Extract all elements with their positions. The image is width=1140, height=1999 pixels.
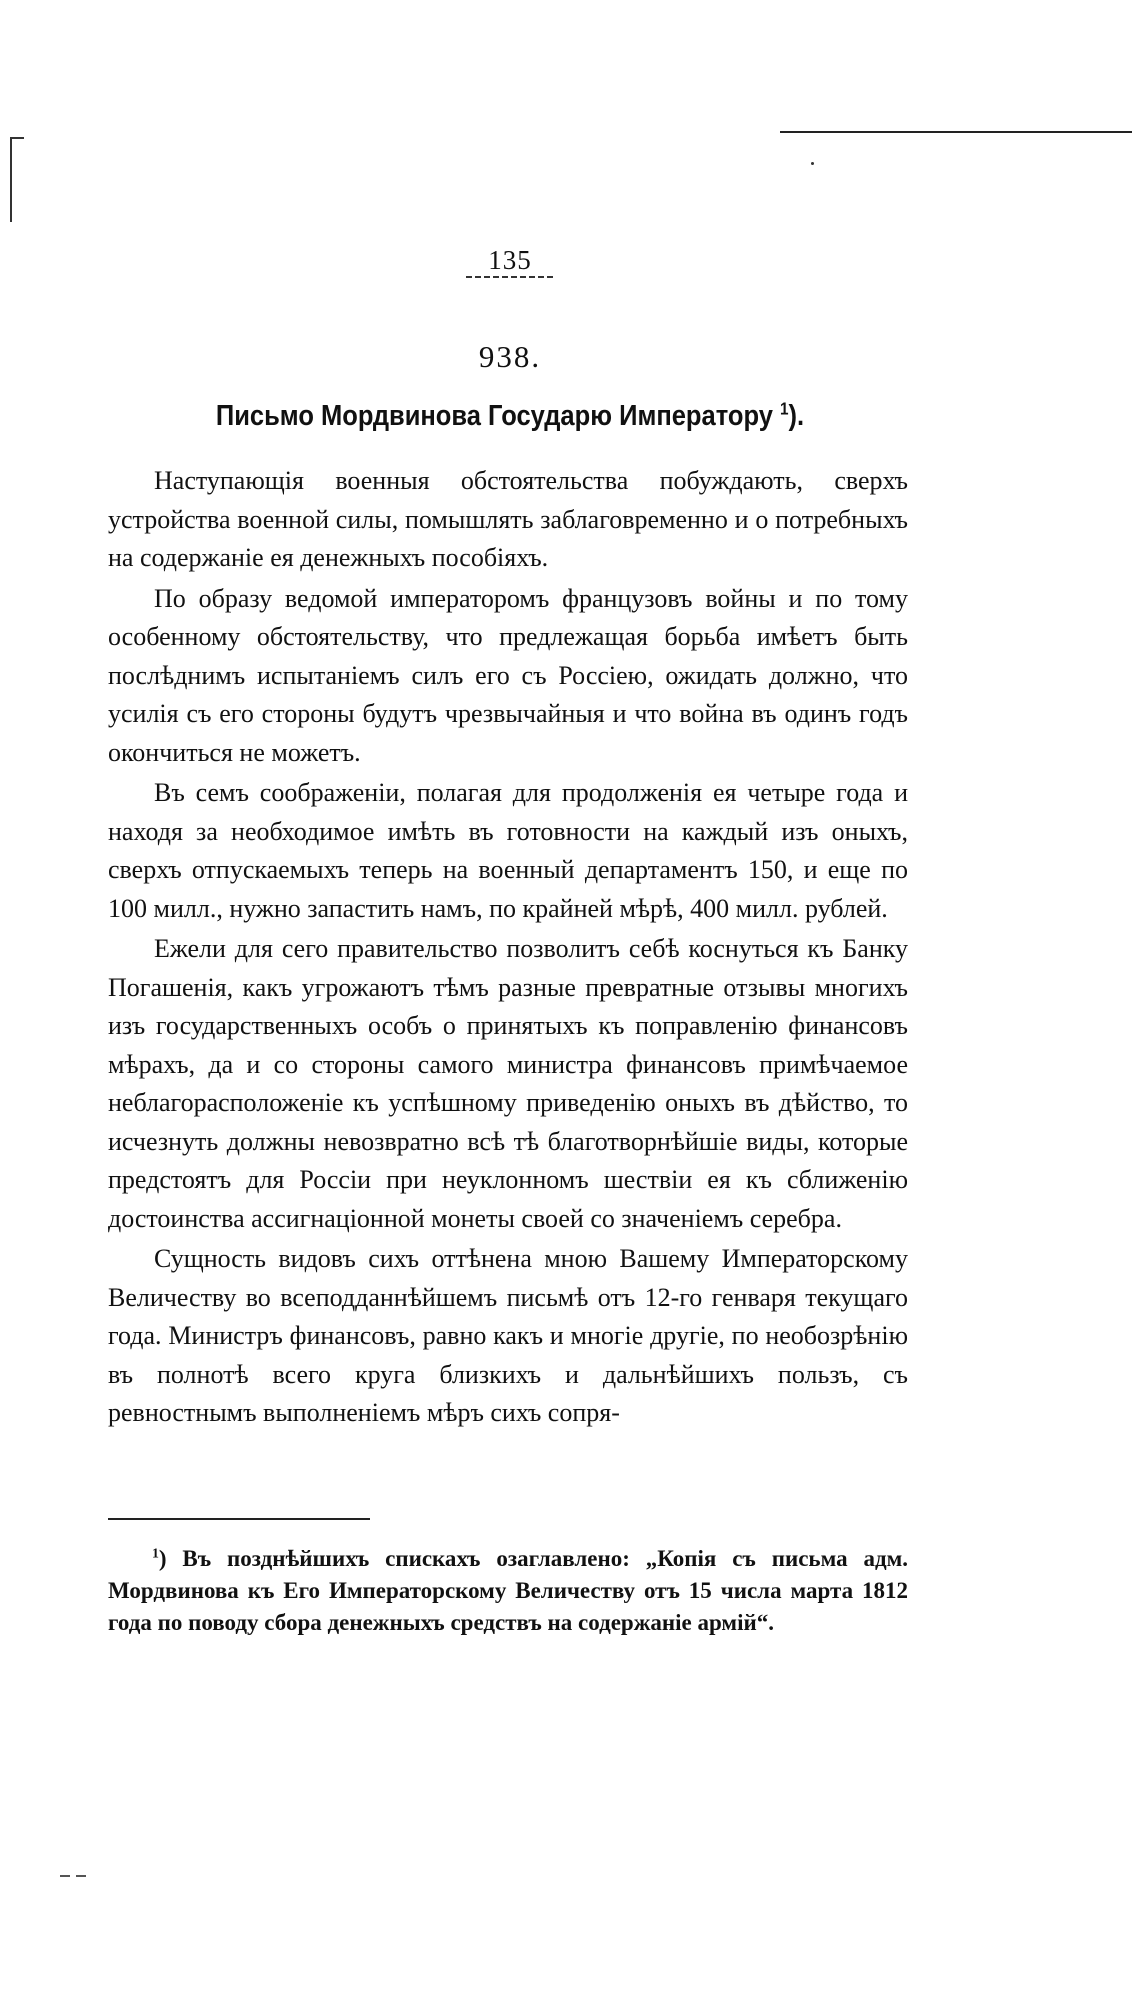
paragraph: Ежели для сего правительство позволитъ себѣ коснуться къ Банку Погашенія, какъ угрожаютъ тѣмъ разные превратные отзывы многихъ изъ государственныхъ особъ о принятыхъ къ поправленію финансовъ мѣрахъ, да и со стороны самого министра финансовъ примѣчаемое неблагорасположеніе къ успѣшному приведенію оныхъ въ дѣйство, то исчезнуть должны невозвратно всѣ тѣ благотворнѣйшіе виды, которые предстоятъ для Россіи при неуклонномъ шествіи ея къ сближенію достоинства ассигнаціонной монеты своей со значеніемъ серебра.: [108, 934, 908, 1233]
page-number-underline: [466, 276, 554, 278]
footnote-marker: 1: [152, 1545, 159, 1561]
scan-crop-mark: [10, 137, 12, 222]
page-number: 135: [488, 245, 532, 275]
title-footnote-marker: 1: [780, 398, 789, 419]
footnote-separator: [108, 1518, 370, 1520]
document-title: [193, 400, 827, 433]
paragraph: Въ семъ соображеніи, полагая для продолженія ея четыре года и находя за необходимое имѣть въ готовности на каждый изъ оныхъ, сверхъ отпускаемыхъ теперь на военный департаментъ 150, и еще по 100 милл., нужно запастить намъ, по крайней мѣрѣ, 400 милл. рублей.: [108, 778, 908, 923]
footnote-text: ) Въ позднѣйшихъ спискахъ озаглавлено: „Копія съ письма адм. Мордвинова къ Его Императорскому Величеству отъ 15 числа марта 1812 года по поводу сбора денежныхъ средствъ на содержаніе армій“.: [108, 1546, 908, 1635]
paragraph: Наступающія военныя обстоятельства побуждають, сверхъ устройства военной силы, помышлять заблаговременно и о потребныхъ на содержаніе ея денежныхъ пособіяхъ.: [108, 466, 908, 572]
scan-bottom-mark: [60, 1875, 90, 1877]
scan-speck: [811, 162, 814, 165]
scan-crop-mark-horizontal: [10, 137, 24, 139]
paragraph: По образу ведомой императоромъ французовъ войны и по тому особенному обстоятельству, что предлежащая борьба имѣетъ быть послѣднимъ испытаніемъ силъ его съ Россіею, ожидать должно, что усилія съ его стороны будутъ чрезвычайныя и что война въ одинъ годъ окончиться не можетъ.: [108, 583, 908, 767]
title-closing: ).: [788, 400, 805, 432]
scan-edge-line: [780, 131, 1132, 133]
footnote: [108, 1543, 908, 1639]
letter-body: [108, 462, 908, 1435]
document-number: 938.: [478, 339, 542, 374]
paragraph: Сущность видовъ сихъ оттѣнена мною Вашему Императорскому Величеству во всеподданнѣйшемъ письмѣ отъ 12-го генваря текущаго года. Министръ финансовъ, равно какъ и многіе другіе, по необозрѣнію въ полнотѣ всего круга близкихъ и дальнѣйшихъ пользъ, съ ревностнымъ выполненіемъ мѣръ сихъ сопря-: [108, 1244, 908, 1427]
title-text: Письмо Мордвинова Государю Императору: [215, 400, 773, 432]
